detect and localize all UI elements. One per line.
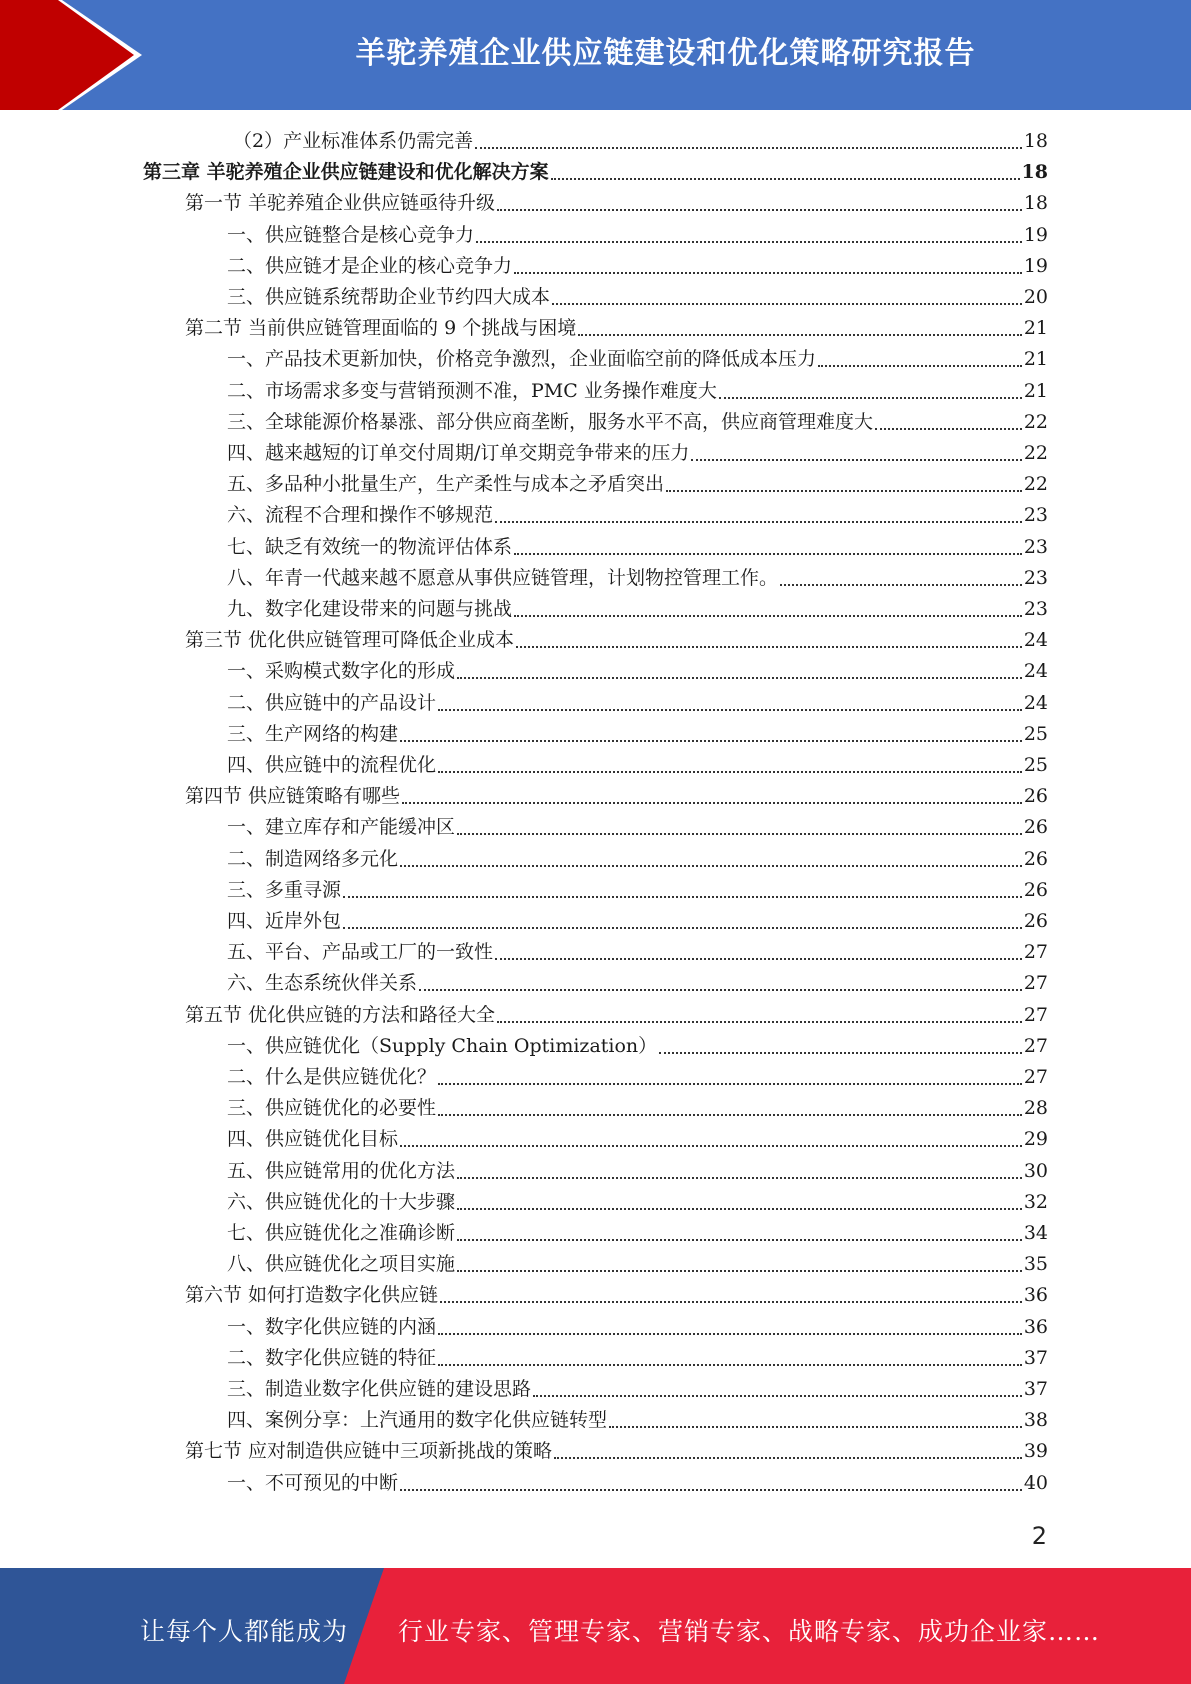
toc-entry-title: （2）产业标准体系仍需完善 xyxy=(233,130,474,152)
toc-dot-leader xyxy=(691,459,1021,461)
toc-section-entry[interactable] xyxy=(185,781,1048,812)
toc-item-entry[interactable] xyxy=(227,1124,1048,1155)
toc-dot-leader xyxy=(402,802,1022,804)
toc-entry-page: 22 xyxy=(1023,410,1048,433)
toc-dot-leader xyxy=(457,1177,1022,1179)
toc-entry-title: 五、供应链常用的优化方法 xyxy=(227,1159,456,1182)
toc-dot-leader xyxy=(516,646,1022,648)
toc-entry-title: 二、什么是供应链优化？ xyxy=(227,1066,437,1088)
toc-entry-title: 三、供应链优化的必要性 xyxy=(227,1097,437,1120)
page-number: 2 xyxy=(1031,1522,1047,1550)
toc-item-entry[interactable] xyxy=(227,1468,1048,1499)
toc-entry-title: 四、越来越短的订单交付周期/订单交期竞争带来的压力 xyxy=(227,442,690,464)
toc-entry-page: 18 xyxy=(1023,192,1048,215)
toc-dot-leader xyxy=(457,833,1022,835)
toc-chapter-entry[interactable] xyxy=(143,157,1048,188)
toc-item-entry[interactable] xyxy=(233,126,1048,157)
toc-section-entry[interactable] xyxy=(185,1436,1048,1467)
toc-entry-page: 26 xyxy=(1023,816,1048,839)
toc-entry-page: 22 xyxy=(1023,473,1048,496)
toc-dot-leader xyxy=(457,1270,1022,1272)
toc-entry-page: 20 xyxy=(1023,286,1048,308)
toc-dot-leader xyxy=(400,740,1022,742)
toc-entry-page: 24 xyxy=(1023,691,1048,714)
toc-entry-title: 第三节 优化供应链管理可降低企业成本 xyxy=(185,629,515,652)
toc-entry-title: 三、生产网络的构建 xyxy=(227,722,399,745)
toc-dot-leader xyxy=(551,178,1020,180)
toc-entry-title: 四、供应链中的流程优化 xyxy=(227,754,437,776)
toc-entry-title: 四、近岸外包 xyxy=(227,910,342,932)
toc-entry-page: 37 xyxy=(1023,1346,1048,1369)
toc-entry-page: 27 xyxy=(1023,941,1048,964)
toc-dot-leader xyxy=(400,1489,1022,1491)
toc-entry-page: 37 xyxy=(1023,1378,1048,1400)
toc-section-entry[interactable] xyxy=(185,313,1048,344)
toc-entry-title: 四、案例分享：上汽通用的数字化供应链转型 xyxy=(227,1409,608,1432)
toc-entry-page: 19 xyxy=(1023,254,1048,277)
toc-entry-title: 一、采购模式数字化的形成 xyxy=(227,660,456,683)
toc-item-entry[interactable] xyxy=(227,438,1048,469)
toc-entry-title: 第二节 当前供应链管理面临的 9 个挑战与困境 xyxy=(185,317,577,340)
toc-entry-title: 六、供应链优化的十大步骤 xyxy=(227,1190,456,1213)
toc-item-entry[interactable] xyxy=(227,1218,1048,1249)
toc-entry-title: 二、数字化供应链的特征 xyxy=(227,1346,437,1369)
toc-dot-leader xyxy=(780,584,1022,586)
toc-dot-leader xyxy=(609,1426,1022,1428)
toc-entry-title: 第六节 如何打造数字化供应链 xyxy=(185,1284,439,1307)
toc-entry-page: 26 xyxy=(1023,910,1048,932)
toc-entry-page: 22 xyxy=(1023,442,1048,464)
footer-slogan-right: 行业专家、管理专家、营销专家、战略专家、成功企业家…… xyxy=(398,1617,1101,1646)
toc-item-entry[interactable] xyxy=(227,1249,1048,1280)
toc-entry-title: 六、流程不合理和操作不够规范 xyxy=(227,504,494,527)
toc-item-entry[interactable] xyxy=(227,220,1048,251)
toc-dot-leader xyxy=(533,1395,1022,1397)
toc-item-entry[interactable] xyxy=(227,719,1048,750)
toc-item-entry[interactable] xyxy=(227,532,1048,563)
toc-item-entry[interactable] xyxy=(227,937,1048,968)
toc-dot-leader xyxy=(440,1301,1022,1303)
toc-entry-title: 七、缺乏有效统一的物流评估体系 xyxy=(227,535,513,558)
toc-dot-leader xyxy=(475,147,1022,149)
toc-entry-title: 五、平台、产品或工厂的一致性 xyxy=(227,941,494,964)
toc-entry-title: 七、供应链优化之准确诊断 xyxy=(227,1222,456,1244)
toc-dot-leader xyxy=(457,1239,1022,1241)
toc-dot-leader xyxy=(400,865,1022,867)
toc-dot-leader xyxy=(343,927,1022,929)
toc-dot-leader xyxy=(552,303,1022,305)
toc-entry-title: 一、建立库存和产能缓冲区 xyxy=(227,816,456,839)
toc-dot-leader xyxy=(875,428,1022,430)
toc-entry-page: 34 xyxy=(1023,1222,1048,1244)
toc-entry-page: 24 xyxy=(1023,629,1048,652)
toc-item-entry[interactable] xyxy=(227,812,1048,843)
toc-entry-page: 25 xyxy=(1023,722,1048,745)
toc-dot-leader xyxy=(514,553,1022,555)
toc-item-entry[interactable] xyxy=(227,376,1048,407)
toc-entry-page: 35 xyxy=(1023,1253,1048,1276)
toc-entry-page: 36 xyxy=(1023,1284,1048,1307)
toc-entry-page: 24 xyxy=(1023,660,1048,683)
toc-dot-leader xyxy=(497,209,1022,211)
toc-dot-leader xyxy=(457,677,1022,679)
toc-entry-title: 二、制造网络多元化 xyxy=(227,847,399,870)
toc-item-entry[interactable] xyxy=(227,844,1048,875)
toc-entry-page: 23 xyxy=(1023,535,1048,558)
toc-entry-page: 32 xyxy=(1023,1190,1048,1213)
toc-item-entry[interactable] xyxy=(227,906,1048,937)
report-header xyxy=(0,0,1191,110)
toc-item-entry[interactable] xyxy=(227,1156,1048,1187)
toc-item-entry[interactable] xyxy=(227,875,1048,906)
toc-entry-title: 三、多重寻源 xyxy=(227,878,342,901)
toc-dot-leader xyxy=(438,709,1022,711)
toc-entry-page: 19 xyxy=(1023,223,1048,246)
toc-dot-leader xyxy=(497,1021,1022,1023)
toc-item-entry[interactable] xyxy=(227,1312,1048,1343)
toc-item-entry[interactable] xyxy=(227,344,1048,375)
toc-entry-title: 一、不可预见的中断 xyxy=(227,1471,399,1494)
toc-dot-leader xyxy=(438,1333,1022,1335)
toc-dot-leader xyxy=(659,1052,1022,1054)
toc-entry-title: 九、数字化建设带来的问题与挑战 xyxy=(227,598,513,620)
toc-dot-leader xyxy=(495,521,1022,523)
toc-dot-leader xyxy=(343,896,1022,898)
toc-dot-leader xyxy=(514,272,1022,274)
toc-entry-page: 21 xyxy=(1023,348,1048,371)
toc-dot-leader xyxy=(457,1208,1022,1210)
toc-section-entry[interactable] xyxy=(185,188,1048,219)
toc-entry-page: 27 xyxy=(1023,972,1048,995)
toc-entry-title: 一、供应链优化（Supply Chain Optimization） xyxy=(227,1034,658,1057)
toc-entry-title: 一、供应链整合是核心竞争力 xyxy=(227,223,475,246)
toc-section-entry[interactable] xyxy=(185,625,1048,656)
toc-dot-leader xyxy=(438,1083,1022,1085)
toc-section-entry[interactable] xyxy=(185,1000,1048,1031)
toc-entry-page: 27 xyxy=(1023,1066,1048,1088)
toc-entry-title: 第七节 应对制造供应链中三项新挑战的策略 xyxy=(185,1440,553,1463)
toc-item-entry[interactable] xyxy=(227,1062,1048,1093)
toc-entry-page: 27 xyxy=(1023,1003,1048,1026)
toc-entry-page: 26 xyxy=(1023,847,1048,870)
footer-slogan-left: 让每个人都能成为 xyxy=(140,1617,349,1646)
toc-dot-leader xyxy=(578,334,1022,336)
toc-entry-page: 38 xyxy=(1023,1409,1048,1432)
toc-entry-title: 第一节 羊驼养殖企业供应链亟待升级 xyxy=(185,192,496,215)
toc-dot-leader xyxy=(666,490,1022,492)
toc-entry-title: 二、供应链中的产品设计 xyxy=(227,691,437,714)
toc-item-entry[interactable] xyxy=(227,1093,1048,1124)
toc-dot-leader xyxy=(554,1457,1022,1459)
toc-dot-leader xyxy=(400,1145,1022,1147)
toc-entry-title: 三、制造业数字化供应链的建设思路 xyxy=(227,1378,532,1400)
toc-dot-leader xyxy=(818,365,1022,367)
toc-item-entry[interactable] xyxy=(227,1405,1048,1436)
toc-entry-page: 26 xyxy=(1023,785,1048,808)
toc-item-entry[interactable] xyxy=(227,407,1048,438)
toc-entry-page: 40 xyxy=(1023,1471,1048,1494)
toc-dot-leader xyxy=(719,397,1022,399)
toc-item-entry[interactable] xyxy=(227,656,1048,687)
toc-entry-page: 18 xyxy=(1023,130,1048,152)
toc-dot-leader xyxy=(419,989,1022,991)
toc-item-entry[interactable] xyxy=(227,469,1048,500)
toc-item-entry[interactable] xyxy=(227,1374,1048,1405)
toc-entry-page: 36 xyxy=(1023,1315,1048,1338)
toc-item-entry[interactable] xyxy=(227,594,1048,625)
toc-entry-page: 25 xyxy=(1023,754,1048,776)
report-footer xyxy=(0,1568,1191,1684)
toc-item-entry[interactable] xyxy=(227,1187,1048,1218)
toc-entry-title: 三、供应链系统帮助企业节约四大成本 xyxy=(227,286,551,308)
report-title: 羊驼养殖企业供应链建设和优化策略研究报告 xyxy=(355,36,976,71)
toc-item-entry[interactable] xyxy=(227,1031,1048,1062)
toc-entry-page: 26 xyxy=(1023,878,1048,901)
toc-item-entry[interactable] xyxy=(227,688,1048,719)
toc-item-entry[interactable] xyxy=(227,750,1048,781)
toc-entry-page: 29 xyxy=(1023,1128,1048,1151)
toc-entry-title: 五、多品种小批量生产，生产柔性与成本之矛盾突出 xyxy=(227,473,665,496)
toc-entry-title: 第四节 供应链策略有哪些 xyxy=(185,785,401,808)
toc-entry-page: 28 xyxy=(1023,1097,1048,1120)
toc-entry-title: 第三章 羊驼养殖企业供应链建设和优化解决方案 xyxy=(143,161,549,184)
toc-entry-title: 一、产品技术更新加快，价格竞争激烈，企业面临空前的降低成本压力 xyxy=(227,348,817,371)
toc-entry-page: 23 xyxy=(1023,504,1048,527)
header-arrow-icon xyxy=(0,0,160,110)
toc-entry-page: 23 xyxy=(1023,598,1048,620)
toc-entry-title: 八、年青一代越来越不愿意从事供应链管理，计划物控管理工作。 xyxy=(227,566,779,589)
toc-entry-title: 二、市场需求多变与营销预测不准，PMC 业务操作难度大 xyxy=(227,379,717,402)
toc-dot-leader xyxy=(438,1114,1022,1116)
toc-entry-title: 二、供应链才是企业的核心竞争力 xyxy=(227,254,513,277)
toc-section-entry[interactable] xyxy=(185,1280,1048,1311)
toc-entry-page: 18 xyxy=(1021,161,1048,184)
toc-entry-title: 一、数字化供应链的内涵 xyxy=(227,1315,437,1338)
toc-dot-leader xyxy=(495,958,1022,960)
toc-item-entry[interactable] xyxy=(227,500,1048,531)
toc-entry-page: 23 xyxy=(1023,566,1048,589)
toc-dot-leader xyxy=(438,771,1022,773)
toc-entry-page: 27 xyxy=(1023,1034,1048,1057)
toc-item-entry[interactable] xyxy=(227,282,1048,313)
toc-entry-title: 六、生态系统伙伴关系 xyxy=(227,972,418,995)
toc-item-entry[interactable] xyxy=(227,251,1048,282)
toc-entry-page: 39 xyxy=(1023,1440,1048,1463)
toc-item-entry[interactable] xyxy=(227,1343,1048,1374)
toc-item-entry[interactable] xyxy=(227,563,1048,594)
toc-entry-page: 21 xyxy=(1023,379,1048,402)
toc-dot-leader xyxy=(514,615,1022,617)
toc-dot-leader xyxy=(438,1364,1022,1366)
toc-dot-leader xyxy=(476,241,1022,243)
toc-entry-page: 21 xyxy=(1023,317,1048,340)
toc-entry-title: 八、供应链优化之项目实施 xyxy=(227,1253,456,1276)
toc-entry-title: 第五节 优化供应链的方法和路径大全 xyxy=(185,1003,496,1026)
toc-item-entry[interactable] xyxy=(227,968,1048,999)
toc-entry-page: 30 xyxy=(1023,1159,1048,1182)
toc-entry-title: 三、全球能源价格暴涨、部分供应商垄断，服务水平不高，供应商管理难度大 xyxy=(227,410,874,433)
toc-entry-title: 四、供应链优化目标 xyxy=(227,1128,399,1151)
